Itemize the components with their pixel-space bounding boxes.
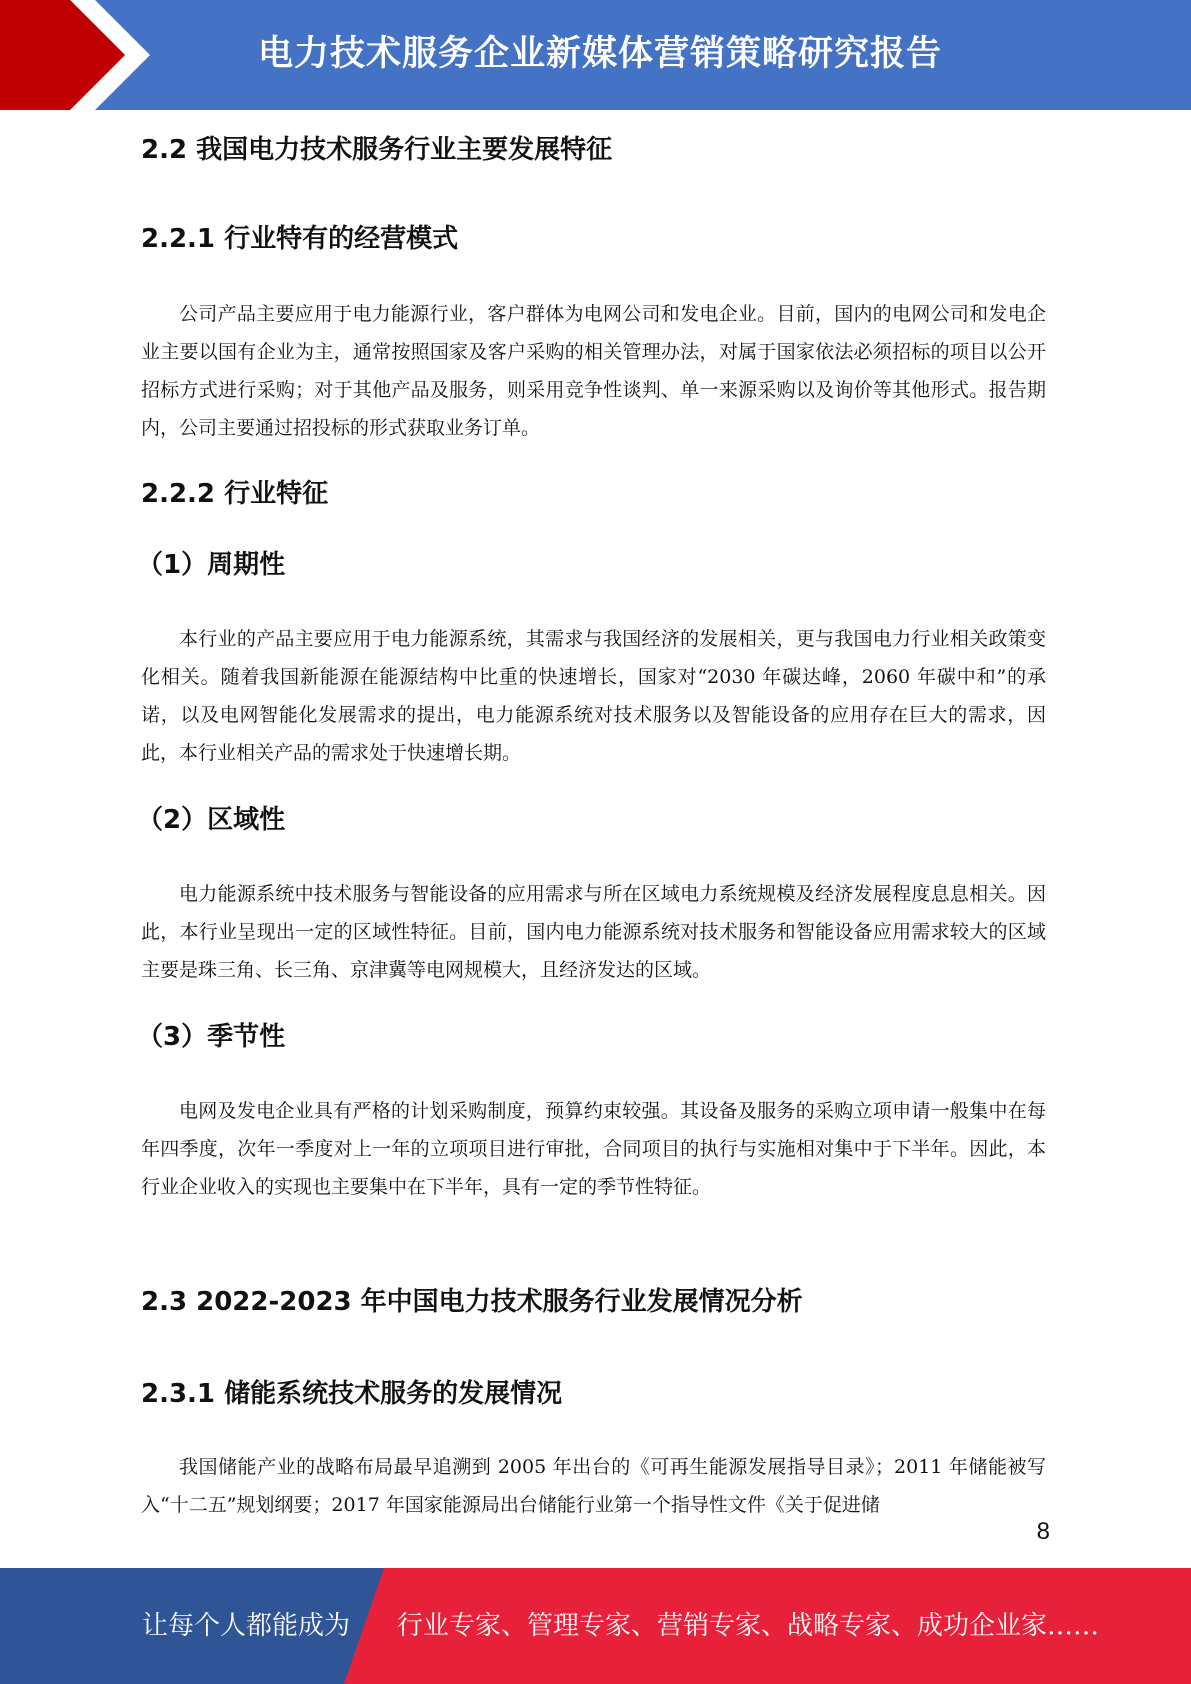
paragraph-energy-storage: 我国储能产业的战略布局最早追溯到 2005 年出台的《可再生能源发展指导目录》；2011 年储能被写入“十二五”规划纲要；2017 年国家能源局出台储能行业第一个指导性文件《关于促进储 [141, 1456, 1046, 1516]
header-title: 电力技术服务企业新媒体营销策略研究报告 [257, 34, 942, 74]
subheading-regional: （2）区域性 [137, 805, 286, 835]
paragraph-regional: 电力能源系统中技术服务与智能设备的应用需求与所在区域电力系统规模及经济发展程度息息相关。因此，本行业呈现出一定的区域性特征。目前，国内电力能源系统对技术服务和智能设备应用需求较大的区域主要是珠三角、长三角、京津冀等电网规模大，且经济发达的区域。 [141, 883, 1046, 981]
subheading-seasonal: （3）季节性 [137, 1022, 286, 1052]
paragraph-business-model: 公司产品主要应用于电力能源行业，客户群体为电网公司和发电企业。目前，国内的电网公司和发电企业主要以国有企业为主，通常按照国家及客户采购的相关管理办法，对属于国家依法必须招标的项目以公开招标方式进行采购；对于其他产品及服务，则采用竞争性谈判、单一来源采购以及询价等其他形式。报告期内，公司主要通过招投标的形式获取业务订单。 [141, 303, 1046, 439]
page-header [0, 0, 1191, 110]
section-heading-2-2-1: 2.2.1 行业特有的经营模式 [141, 224, 459, 254]
section-heading-2-3: 2.3 2022-2023 年中国电力技术服务行业发展情况分析 [141, 1287, 803, 1317]
paragraph-cyclical: 本行业的产品主要应用于电力能源系统，其需求与我国经济的发展相关，更与我国电力行业相关政策变化相关。随着我国新能源在能源结构中比重的快速增长，国家对“2030 年碳达峰，2060 年碳中和”的承诺，以及电网智能化发展需求的提出，电力能源系统对技术服务以及智能设备的应用存在巨大的需求，因此，本行业相关产品的需求处于快速增长期。 [141, 628, 1046, 764]
paragraph-seasonal: 电网及发电企业具有严格的计划采购制度，预算约束较强。其设备及服务的采购立项申请一般集中在每年四季度，次年一季度对上一年的立项项目进行审批，合同项目的执行与实施相对集中于下半年。因此，本行业企业收入的实现也主要集中在下半年，具有一定的季节性特征。 [141, 1100, 1046, 1198]
subheading-cyclical: （1）周期性 [137, 550, 286, 580]
section-heading-2-2-2: 2.2.2 行业特征 [141, 479, 329, 509]
section-heading-2-3-1: 2.3.1 储能系统技术服务的发展情况 [141, 1379, 563, 1409]
page-number: 8 [1036, 1518, 1050, 1545]
footer-slogan-right: 行业专家、管理专家、营销专家、战略专家、成功企业家…… [397, 1611, 1100, 1641]
section-heading-2-2: 2.2 我国电力技术服务行业主要发展特征 [141, 135, 613, 165]
footer-slogan-left: 让每个人都能成为 [142, 1611, 351, 1641]
page-footer [0, 1568, 1191, 1684]
